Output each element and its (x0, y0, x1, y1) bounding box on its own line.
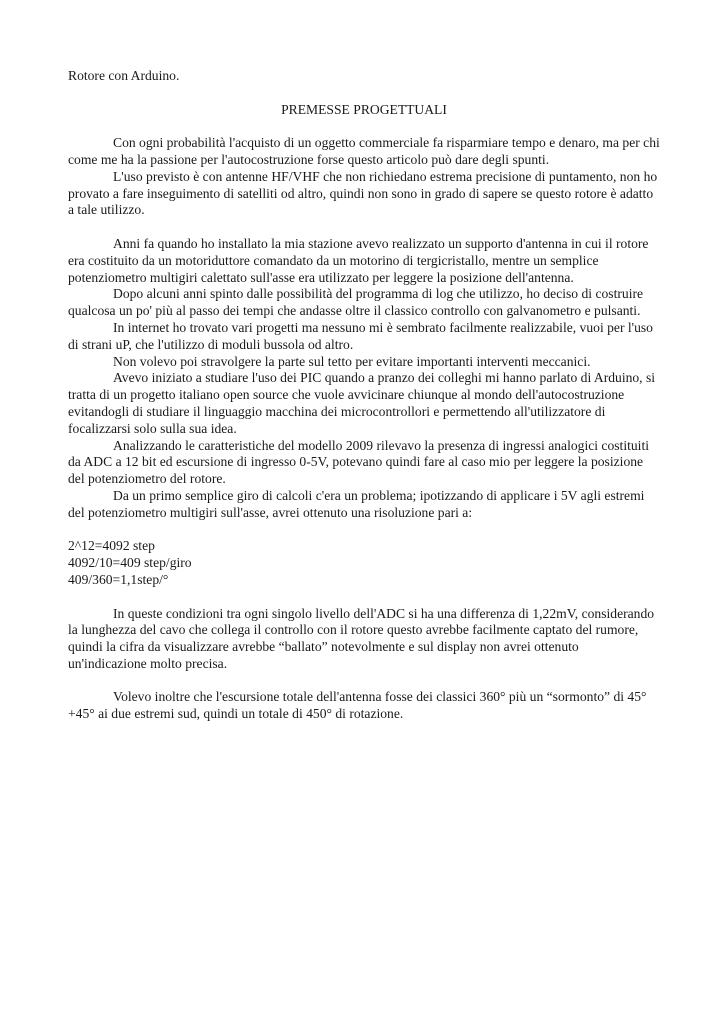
formula-line: 2^12=4092 step (68, 538, 155, 554)
paragraph: Dopo alcuni anni spinto dalle possibilità del programma di log che utilizzo, ho deciso di costruire qualcosa un po' più al passo dei tempi che andasse oltre il classico controllo con galvanometro e pulsanti. (68, 286, 644, 319)
document-title-line: Rotore con Arduino. (68, 68, 180, 83)
paragraph: Avevo iniziato a studiare l'uso dei PIC quando a pranzo dei colleghi mi hanno parlato di Arduino, si tratta di un progetto italiano open source che vuole avvicinare chiunque al mondo dell'autocostruzione evitandogli di studiare il linguaggio macchina dei microcontrollori e permettendo all'utilizzatore di focalizzarsi solo sulla sua idea. (68, 370, 656, 436)
paragraph: In queste condizioni tra ogni singolo livello dell'ADC si ha una differenza di 1,22mV, considerando la lunghezza del cavo che collega il controllo con il rotore questo avrebbe facilmente captato del rumore, quindi la cifra da visualizzare avrebbe “ballato” notevolmente e sul display non avrei ottenuto un'indicazione molto precisa. (68, 605, 655, 671)
blank-line (68, 118, 660, 135)
blank-line (68, 219, 660, 236)
paragraph: Anni fa quando ho installato la mia stazione avevo realizzato un supporto d'antenna in cui il rotore era costituito da un motoriduttore comandato da un motorino di tergicristallo, mentre un semplice potenziometro multigiri calettato sull'asse era utilizzato per leggere la posizione dell'antenna. (68, 235, 649, 285)
section-heading: PREMESSE PROGETTUALI (281, 101, 447, 117)
paragraph: Volevo inoltre che l'escursione totale dell'antenna fosse dei classici 360° più un “sormonto” di 45°+45° ai due estremi sud, quindi un totale di 450° di rotazione. (68, 689, 647, 722)
document-page (68, 68, 660, 723)
blank-line (68, 589, 660, 606)
paragraph: L'uso previsto è con antenne HF/VHF che non richiedano estrema precisione di puntamento, non ho provato a fare inseguimento di satelliti od altro, quindi non sono in grado di sapere se questo rotore è adatto a tale utilizzo. (68, 168, 658, 218)
paragraph: Non volevo poi stravolgere la parte sul tetto per evitare importanti interventi meccanici. (113, 353, 591, 369)
paragraph: Da un primo semplice giro di calcoli c'era un problema; ipotizzando di applicare i 5V agli estremi del potenziometro multigiri sull'asse, avrei ottenuto una risoluzione pari a: (68, 487, 645, 520)
paragraph: In internet ho trovato vari progetti ma nessuno mi è sembrato facilmente realizzabile, vuoi per l'uso di strani uP, che l'utilizzo di moduli bussola od altro. (68, 319, 653, 352)
blank-line (68, 673, 660, 690)
formula-line: 409/360=1,1step/° (68, 571, 169, 587)
paragraph: Analizzando le caratteristiche del modello 2009 rilevavo la presenza di ingressi analogici costituiti da ADC a 12 bit ed escursione di ingresso 0-5V, potevano quindi fare al caso mio per leggere la posizione del potenziometro del rotore. (68, 437, 650, 487)
formula-line: 4092/10=409 step/giro (68, 555, 192, 571)
blank-line (68, 522, 660, 539)
blank-line (68, 85, 660, 102)
paragraph: Con ogni probabilità l'acquisto di un oggetto commerciale fa risparmiare tempo e denaro, ma per chi come me ha la passione per l'autocostruzione forse questo articolo può dare degli spunti. (68, 135, 660, 167)
